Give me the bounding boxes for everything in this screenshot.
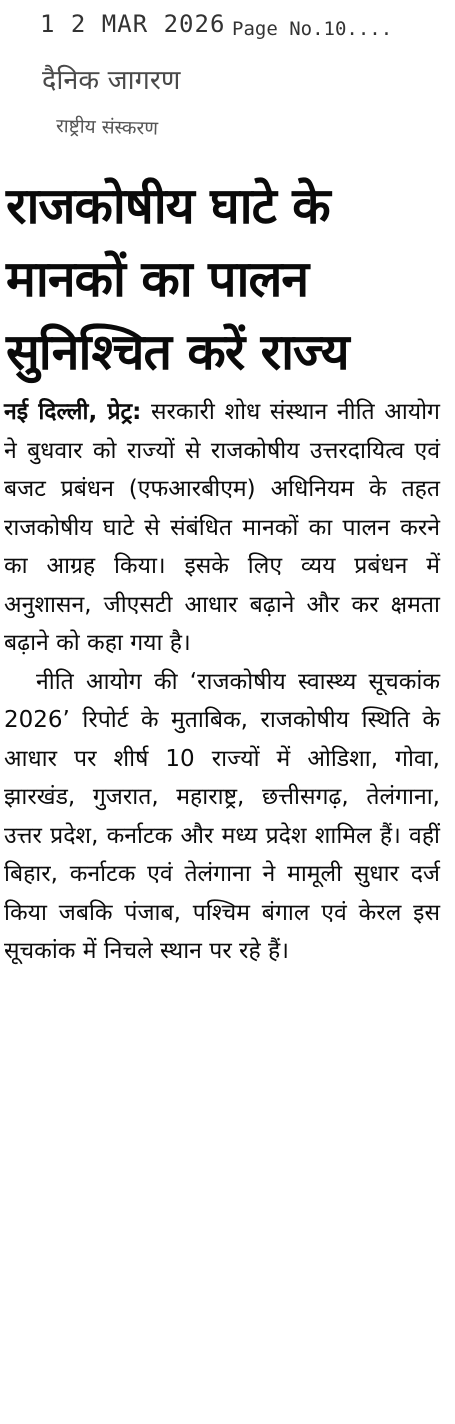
stamp-edition: राष्ट्रीय संस्करण bbox=[55, 115, 159, 140]
article-body bbox=[4, 393, 440, 971]
stamp-page-number: Page No.10.... bbox=[232, 18, 393, 40]
headline bbox=[6, 170, 446, 389]
headline-line-2: मानकों का पालन bbox=[6, 250, 309, 308]
paragraph-1-text: सरकारी शोध संस्थान नीति आयोग ने बुधवार को राज्यों से राजकोषीय उत्तरदायित्व एवं बजट प्रबंधन (एफआरबीएम) अधिनियम के तहत राजकोषीय घाटे से संबंधित मानकों का पालन करने का आग्रह किया। इसके लिए व्यय प्रबंधन में अनुशासन, जीएसटी आधार बढ़ाने और कर क्षमता बढ़ाने को कहा गया है। bbox=[4, 399, 441, 656]
stamp-newspaper-name: दैनिक जागरण bbox=[42, 65, 181, 96]
paragraph-1 bbox=[4, 393, 440, 663]
headline-line-3: सुनिश्चित करें राज्य bbox=[6, 323, 349, 381]
dateline: नई दिल्ली, प्रेट्र: bbox=[4, 399, 142, 425]
stamp-date: 1 2 MAR 2026 bbox=[40, 10, 226, 38]
paragraph-2: नीति आयोग की ‘राजकोषीय स्वास्थ्य सूचकांक 2026’ रिपोर्ट के मुताबिक, राजकोषीय स्थिति के आधार पर शीर्ष 10 राज्यों में ओडिशा, गोवा, झारखंड, गुजरात, महाराष्ट्र, छत्तीसगढ़, तेलंगाना, उत्तर प्रदेश, कर्नाटक और मध्य प्रदेश शामिल हैं। वहीं बिहार, कर्नाटक एवं तेलंगाना ने मामूली सुधार दर्ज किया जबकि पंजाब, पश्चिम बंगाल एवं केरल इस सूचकांक में निचले स्थान पर रहे हैं। bbox=[4, 668, 440, 964]
clipping-stamp bbox=[36, 6, 396, 146]
headline-line-1: राजकोषीय घाटे के bbox=[6, 177, 330, 235]
